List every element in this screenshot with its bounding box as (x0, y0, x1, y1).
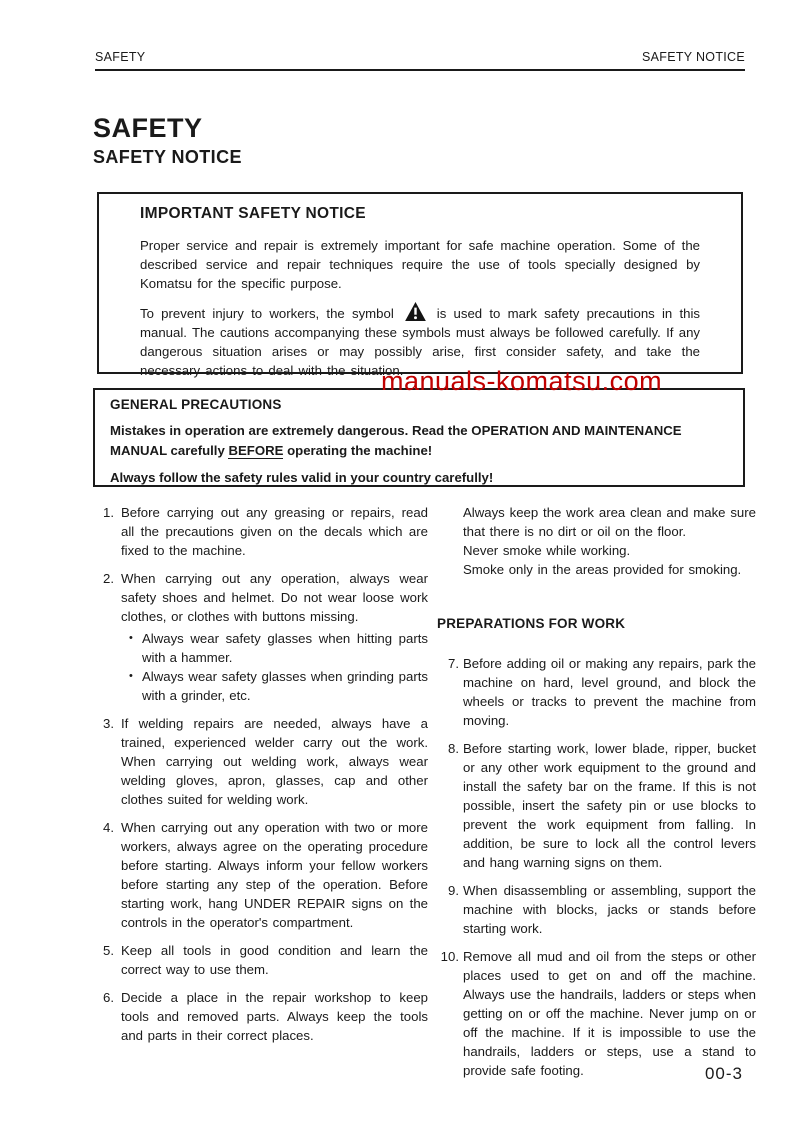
page-title: SAFETY (93, 113, 203, 143)
precautions-line-1-after: operating the machine! (283, 443, 433, 458)
list-item-text-body: When carrying out any operation, always wear safety shoes and helmet. Do not wear loose work clothes, or clothes with buttons missing. (121, 571, 428, 624)
precautions-line-1-before: Mistakes in operation are extremely dangerous. Read the OPERATION AND MAINTENANCE MANUAL carefully (110, 423, 682, 458)
list-item-number: 8. (448, 741, 459, 756)
header-right-label: SAFETY NOTICE (642, 50, 745, 64)
bullet-dot: • (129, 632, 133, 644)
continuation-line: Smoke only in the areas provided for smoking. (463, 562, 742, 577)
list-item-text: Before carrying out any greasing or repairs, read all the precautions given on the decals which are fixed to the machine. (121, 505, 428, 558)
precautions-heading: GENERAL PRECAUTIONS (110, 397, 282, 412)
continuation-line: Never smoke while working. (463, 543, 631, 558)
right-column (437, 503, 756, 1089)
list-item (95, 714, 428, 809)
left-column (95, 503, 428, 1054)
running-header (95, 50, 745, 70)
list-item (95, 988, 428, 1045)
list-item-text: Before adding oil or making any repairs, park the machine on hard, level ground, and block the wheels or tracks to prevent the machine from moving. (463, 656, 756, 728)
list-item-number: 3. (103, 716, 114, 731)
list-item (95, 569, 428, 705)
list-item (95, 503, 428, 560)
list-item-text: Keep all tools in good condition and learn the correct way to use them. (121, 943, 428, 977)
list-item-text: Remove all mud and oil from the steps or other places used to get on and off the machine. Always use the handrails, ladders or steps when getting on or off the machine. Never jump on or off the machine. If it is impossible to use the handrails, ladders or steps, use a stand to provide safe footing. (463, 949, 756, 1078)
bullet-list (121, 629, 428, 705)
precautions-line-2: Always follow the safety rules valid in your country carefully! (110, 470, 494, 485)
list-item (437, 739, 756, 872)
bullet-text: Always wear safety glasses when grinding parts with a grinder, etc. (142, 669, 428, 703)
continuation-paragraph (437, 503, 756, 579)
page-number: 00-3 (704, 1064, 743, 1083)
list-item-number: 2. (103, 571, 114, 586)
list-item-text: If welding repairs are needed, always have a trained, experienced welder carry out the work. When carrying out welding work, always wear welding gloves, apron, glasses, cap and other clothes suited for welding work. (121, 716, 428, 807)
list-item-number: 1. (103, 505, 114, 520)
list-item (95, 818, 428, 932)
list-item-number: 7. (448, 656, 459, 671)
bullet-item (121, 667, 428, 705)
bullet-item (121, 629, 428, 667)
page-subtitle: SAFETY NOTICE (93, 147, 242, 167)
continuation-line: Always keep the work area clean and make sure that there is no dirt or oil on the floor. (463, 505, 756, 539)
list-item-text (121, 569, 428, 705)
list-item-number: 4. (103, 820, 114, 835)
list-item (437, 881, 756, 938)
list-item-text: Decide a place in the repair workshop to keep tools and removed parts. Always keep the tools and parts in their correct places. (121, 990, 428, 1043)
list-item-number: 6. (103, 990, 114, 1005)
bullet-dot: • (129, 670, 133, 682)
precautions-line-1 (110, 421, 728, 461)
list-item (437, 947, 756, 1080)
header-rule (95, 69, 745, 71)
list-item-text: Before starting work, lower blade, ripper, bucket or any other work equipment to the ground and install the safety bar on the frame. If this is not possible, insert the safety pin or use blocks to prevent the work equipment from falling. In addition, be sure to lock all the control levers and hang warning signs on them. (463, 741, 756, 870)
list-item-text: When carrying out any operation with two or more workers, always agree on the operating procedure before starting. Always inform your fellow workers before starting any step of the operation. Before starting work, hang UNDER REPAIR signs on the controls in the operator's compartment. (121, 820, 428, 930)
list-item (437, 654, 756, 730)
list-item-number: 9. (448, 883, 459, 898)
list-item-number: 10. (440, 949, 459, 964)
preparations-heading: PREPARATIONS FOR WORK (437, 616, 626, 631)
important-notice-box (97, 192, 743, 378)
warning-triangle-icon (405, 302, 426, 321)
general-precautions-box (93, 388, 745, 487)
bullet-text: Always wear safety glasses when hitting parts with a hammer. (142, 631, 428, 665)
list-item (95, 941, 428, 979)
notice-paragraph-1: Proper service and repair is extremely important for safe machine operation. Some of the described service and repair techniques require the use of tools specially designed by Komatsu for the specific purpose. (140, 238, 700, 291)
notice-paragraph-2-after: is used to mark safety precautions in this manual. The cautions accompanying these symbols must always be followed carefully. If any dangerous situation arises or may possibly arise, first consider safety, and take the necessary actions to deal with the situation. (140, 306, 701, 378)
list-item-text: When disassembling or assembling, support the machine with blocks, jacks or stands before starting work. (463, 883, 756, 936)
list-item-number: 5. (103, 943, 114, 958)
before-underlined-word: BEFORE (228, 443, 284, 458)
notice-paragraph-2-before: To prevent injury to workers, the symbol (140, 306, 394, 321)
notice-heading: IMPORTANT SAFETY NOTICE (140, 205, 366, 222)
watermark-text: manuals-komatsu.com (381, 366, 663, 396)
header-left-label: SAFETY (95, 50, 146, 64)
